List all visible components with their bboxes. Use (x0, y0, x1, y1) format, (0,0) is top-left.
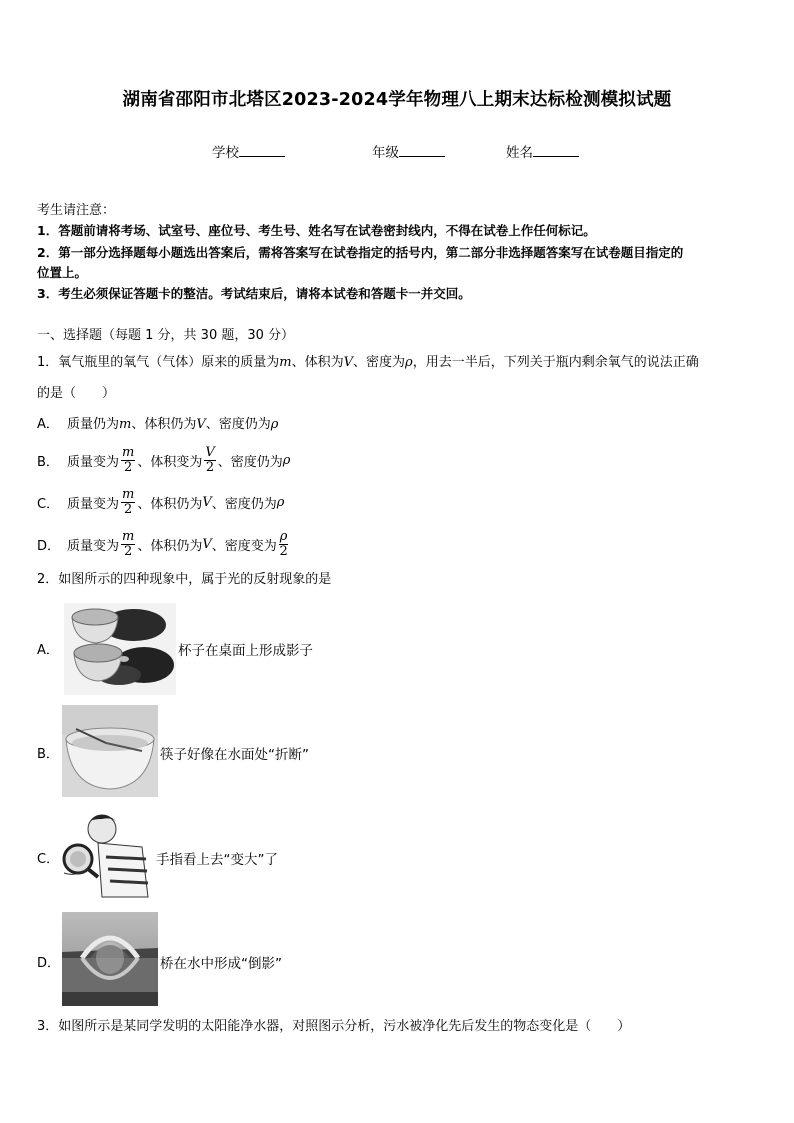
q2-option-b-label[interactable]: B． (37, 747, 59, 762)
q1-stem-line1 (37, 353, 699, 373)
cups-shadow-image (64, 603, 176, 695)
name-field[interactable] (506, 141, 579, 161)
q1-stem-line2: 的是（ ） (37, 386, 116, 401)
option-text: 质量仍为 (67, 417, 120, 432)
option-text: 、密度仍为 (205, 417, 271, 432)
option-text: 质量变为 (67, 538, 120, 554)
q1-symbol-v: V (343, 355, 354, 370)
symbol-m: m (119, 417, 132, 432)
q2-option-b-caption: 筷子好像在水面处“折断” (160, 747, 309, 763)
q2-stem: 2．如图所示的四种现象中，属于光的反射现象的是 (37, 572, 332, 587)
q1-option-a[interactable] (37, 415, 278, 435)
bridge-reflection-image (62, 912, 158, 1006)
q1-option-d[interactable] (37, 527, 290, 561)
option-text: 、体积仍为 (131, 417, 197, 432)
fraction-numerator: m (122, 528, 135, 544)
option-label: D． (37, 538, 61, 554)
magnifier-finger-image (62, 807, 154, 901)
school-blank[interactable] (239, 144, 285, 157)
name-label: 姓名 (506, 145, 533, 161)
grade-field[interactable] (372, 141, 445, 161)
q1-option-b[interactable] (37, 443, 290, 477)
fraction-denominator: 2 (124, 543, 133, 559)
fraction-m-over-2 (121, 530, 135, 559)
option-text: 、密度仍为 (211, 496, 277, 512)
exam-title: 湖南省邵阳市北塔区2023-2024学年物理八上期末达标检测模拟试题 (122, 90, 672, 110)
notice-item-1: 1．答题前请将考场、试室号、座位号、考生号、姓名写在试卷密封线内，不得在试卷上作任何标记。 (37, 223, 596, 238)
grade-blank[interactable] (399, 144, 445, 157)
option-text: 质量变为 (67, 454, 120, 470)
option-text: 、密度仍为 (217, 454, 283, 470)
option-text: 、密度变为 (211, 538, 277, 554)
option-text: 、体积仍为 (137, 496, 203, 512)
symbol-v: V (202, 494, 212, 510)
fraction-numerator: ρ (279, 528, 288, 544)
fraction-m-over-2 (121, 446, 135, 475)
q2-option-a-caption: 杯子在桌面上形成影子 (178, 643, 313, 659)
symbol-rho: ρ (270, 417, 279, 432)
fraction-numerator: m (122, 444, 135, 460)
fraction-denominator: 2 (124, 501, 133, 517)
notice-item-2-cont: 位置上。 (37, 265, 88, 280)
chopsticks-bowl-image (62, 705, 158, 797)
q1-text-c: 、密度为 (353, 355, 406, 370)
q1-text-b: 、体积为 (291, 355, 344, 370)
q1-text-a: 1．氧气瓶里的氧气（气体）原来的质量为 (37, 355, 280, 370)
option-text: 、体积仍为 (137, 538, 203, 554)
school-field[interactable] (212, 141, 285, 161)
name-blank[interactable] (533, 144, 579, 157)
q2-option-c-label[interactable]: C． (37, 852, 60, 867)
fraction-numerator: V (205, 444, 215, 460)
fraction-denominator: 2 (205, 459, 215, 475)
fraction-denominator: 2 (279, 543, 288, 559)
q2-option-d-caption: 桥在水中形成“倒影” (160, 956, 282, 972)
symbol-v: V (202, 536, 212, 552)
option-text: 、体积变为 (137, 454, 203, 470)
q3-stem: 3．如图所示是某同学发明的太阳能净水器，对照图示分析，污水被净化先后发生的物态变化是（ ） (37, 1019, 631, 1034)
fraction-numerator: m (122, 486, 135, 502)
symbol-v: V (196, 417, 206, 432)
notice-heading: 考生请注意： (37, 203, 116, 218)
symbol-rho: ρ (282, 452, 291, 468)
q2-option-a-label[interactable]: A． (37, 643, 59, 658)
q1-option-c[interactable] (37, 485, 284, 519)
fraction-m-over-2 (121, 488, 135, 517)
option-label: A． (37, 417, 59, 432)
notice-item-3: 3．考生必须保证答题卡的整洁。考试结束后，请将本试卷和答题卡一并交回。 (37, 286, 471, 301)
q2-option-d-label[interactable]: D． (37, 956, 61, 971)
q1-symbol-m: m (279, 355, 292, 370)
fraction-rho-over-2 (279, 530, 289, 559)
fraction-v-over-2 (204, 446, 215, 475)
section-heading: 一、选择题（每题 1 分，共 30 题，30 分） (37, 328, 295, 343)
school-label: 学校 (212, 145, 239, 161)
symbol-rho: ρ (276, 494, 285, 510)
q2-option-c-caption: 手指看上去“变大”了 (156, 852, 278, 868)
option-label: C． (37, 496, 60, 512)
grade-label: 年级 (372, 145, 399, 161)
notice-item-2: 2．第一部分选择题每小题选出答案后，需将答案写在试卷指定的括号内，第二部分非选择题答案写在试卷题目指定的 (37, 245, 684, 260)
q1-text-d: ，用去一半后，下列关于瓶内剩余氧气的说法正确 (412, 355, 699, 370)
q1-symbol-rho: ρ (405, 355, 413, 370)
fraction-denominator: 2 (124, 459, 133, 475)
option-text: 质量变为 (67, 496, 120, 512)
option-label: B． (37, 454, 59, 470)
